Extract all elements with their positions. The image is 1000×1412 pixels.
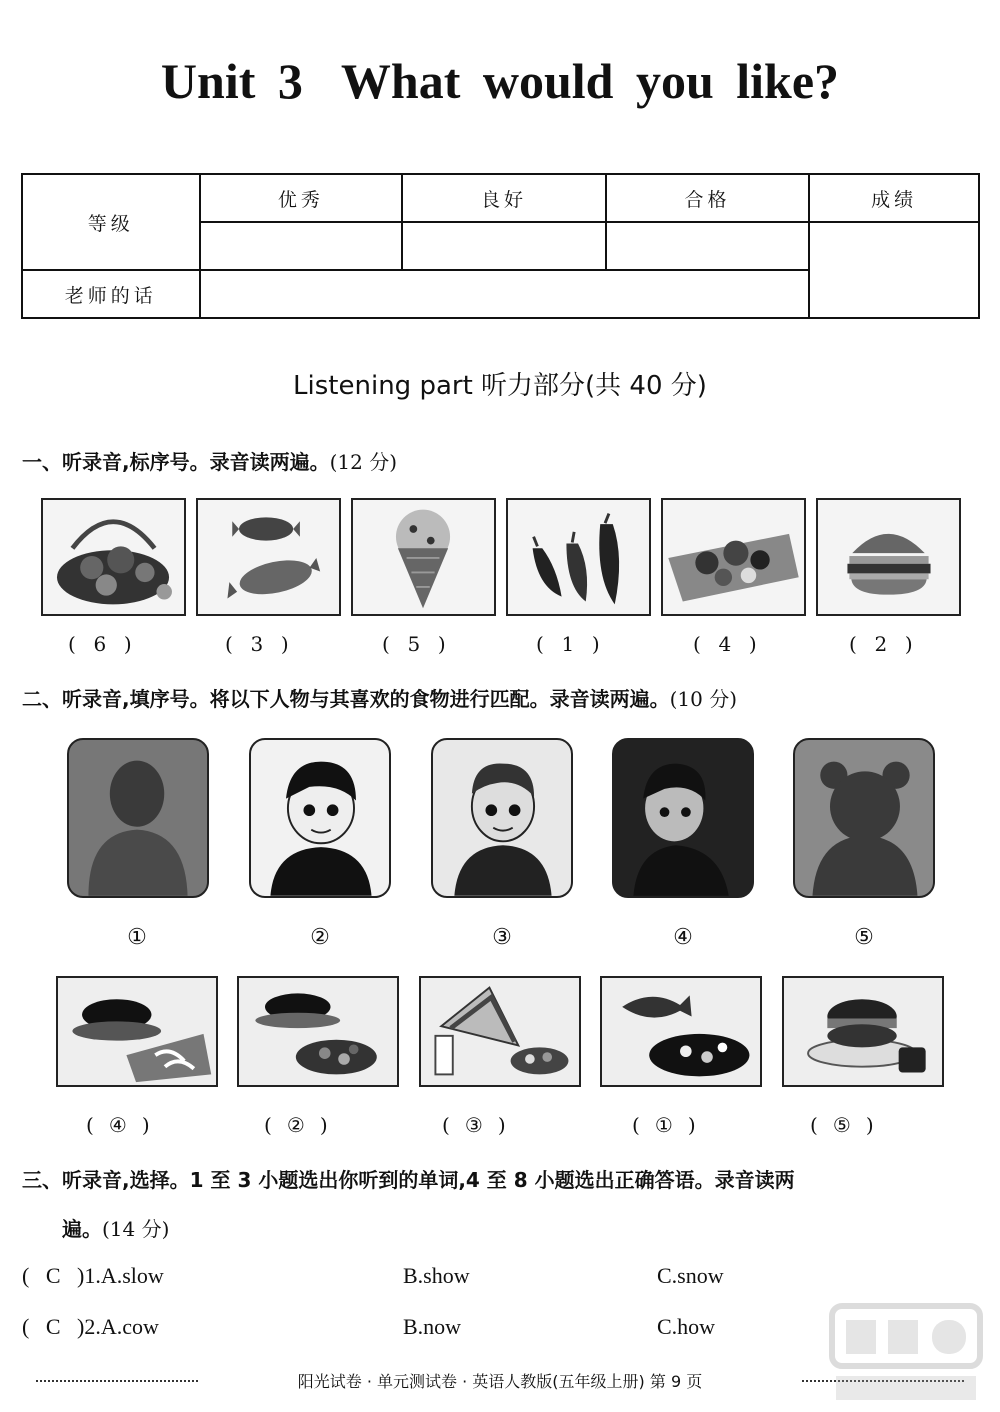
score-cell[interactable]	[809, 222, 979, 318]
salad-plate-picture	[661, 498, 806, 616]
part1-answer-4[interactable]: ( 1 )	[536, 632, 600, 656]
question-2: ( C )2.A.cow	[22, 1314, 159, 1339]
part2-answer-3[interactable]: ( ③ )	[442, 1113, 506, 1137]
person-number-3: ③	[492, 925, 512, 950]
peppers-picture	[506, 498, 651, 616]
food-plate-icon	[58, 978, 216, 1085]
question-1-option-b[interactable]: B.show	[403, 1263, 470, 1288]
person-3-picture	[431, 738, 573, 898]
level-good: 良好	[402, 174, 606, 222]
part1-answer-5[interactable]: ( 4 )	[693, 632, 757, 656]
part1-heading: 一、听录音,标序号。录音读两遍。(12 分)	[22, 450, 398, 474]
level-pass: 合格	[606, 174, 810, 222]
food-1-picture	[56, 976, 218, 1087]
bear-icon	[795, 740, 933, 896]
page-title	[0, 52, 1000, 110]
question-2-option-c[interactable]: C.how	[657, 1314, 716, 1339]
person-number-2: ②	[310, 925, 330, 950]
pepper-icon	[508, 500, 649, 614]
person-number-5: ⑤	[854, 925, 874, 950]
ice-cream-icon	[353, 500, 494, 614]
unit-question: What would you like?	[340, 53, 840, 109]
food-2-picture	[237, 976, 399, 1087]
boy-icon	[433, 740, 571, 896]
watermark-stamp-icon	[826, 1300, 986, 1408]
salad-basket-icon	[43, 500, 184, 614]
part2-points: (10 分)	[669, 687, 738, 711]
score-label: 成绩	[809, 174, 979, 222]
question-2-option-b[interactable]: B.now	[403, 1314, 462, 1339]
question-1: ( C )1.A.slow	[22, 1263, 164, 1288]
person-silhouette-icon	[69, 740, 207, 896]
food-3-picture	[419, 976, 581, 1087]
question-1-answer[interactable]: ( C )	[22, 1263, 85, 1288]
good-cell[interactable]	[402, 222, 606, 270]
salad-plate-icon	[663, 500, 804, 614]
food-5-picture	[782, 976, 944, 1087]
person-4-picture	[612, 738, 754, 898]
person-1-picture	[67, 738, 209, 898]
teacher-comment-cell[interactable]	[200, 270, 810, 318]
level-label: 等级	[22, 174, 200, 270]
part1-answer-3[interactable]: ( 5 )	[382, 632, 446, 656]
question-2-answer[interactable]: ( C )	[22, 1314, 85, 1339]
question-1-option-c[interactable]: C.snow	[657, 1263, 724, 1288]
part1-points: (12 分)	[329, 450, 398, 474]
hamburger-icon	[818, 500, 959, 614]
hamburger-picture	[816, 498, 961, 616]
teacher-label: 老师的话	[22, 270, 200, 318]
part2-answer-5[interactable]: ( ⑤ )	[810, 1113, 874, 1137]
person-2-picture	[249, 738, 391, 898]
food-4-picture	[600, 976, 762, 1087]
part1-answer-1[interactable]: ( 6 )	[68, 632, 132, 656]
candy-icon	[198, 500, 339, 614]
unit-label: Unit 3	[160, 53, 303, 109]
page-footer: 阳光试卷 · 单元测试卷 · 英语人教版(五年级上册) 第 9 页	[297, 1372, 703, 1391]
part3-heading-cont: 遍。(14 分)	[62, 1217, 170, 1241]
part3-points: (14 分)	[102, 1217, 170, 1241]
part2-heading: 二、听录音,填序号。将以下人物与其喜欢的食物进行匹配。录音读两遍。(10 分)	[22, 687, 738, 711]
part2-answer-1[interactable]: ( ④ )	[86, 1113, 150, 1137]
part2-answer-2[interactable]: ( ② )	[264, 1113, 328, 1137]
boy-icon	[614, 740, 752, 896]
part3-heading: 三、听录音,选择。1 至 3 小题选出你听到的单词,4 至 8 小题选出正确答语。录音读两	[22, 1168, 795, 1192]
salad-basket-picture	[41, 498, 186, 616]
part1-answer-2[interactable]: ( 3 )	[225, 632, 289, 656]
part2-answer-4[interactable]: ( ① )	[632, 1113, 696, 1137]
person-number-4: ④	[673, 925, 693, 950]
question-1-option-a[interactable]: A.slow	[100, 1263, 164, 1288]
food-plate-icon	[239, 978, 397, 1085]
person-number-1: ①	[127, 925, 147, 950]
burger-drink-icon	[784, 978, 942, 1085]
boy-icon	[251, 740, 389, 896]
sandwich-icon	[421, 978, 579, 1085]
grade-table	[21, 173, 980, 319]
level-excellent: 优秀	[200, 174, 403, 222]
fish-dish-icon	[602, 978, 760, 1085]
person-5-picture	[793, 738, 935, 898]
listening-title: Listening part 听力部分(共 40 分)	[293, 371, 707, 401]
excellent-cell[interactable]	[200, 222, 403, 270]
pass-cell[interactable]	[606, 222, 810, 270]
part1-answer-6[interactable]: ( 2 )	[849, 632, 913, 656]
ice-cream-picture	[351, 498, 496, 616]
candy-picture	[196, 498, 341, 616]
question-2-option-a[interactable]: A.cow	[100, 1314, 159, 1339]
